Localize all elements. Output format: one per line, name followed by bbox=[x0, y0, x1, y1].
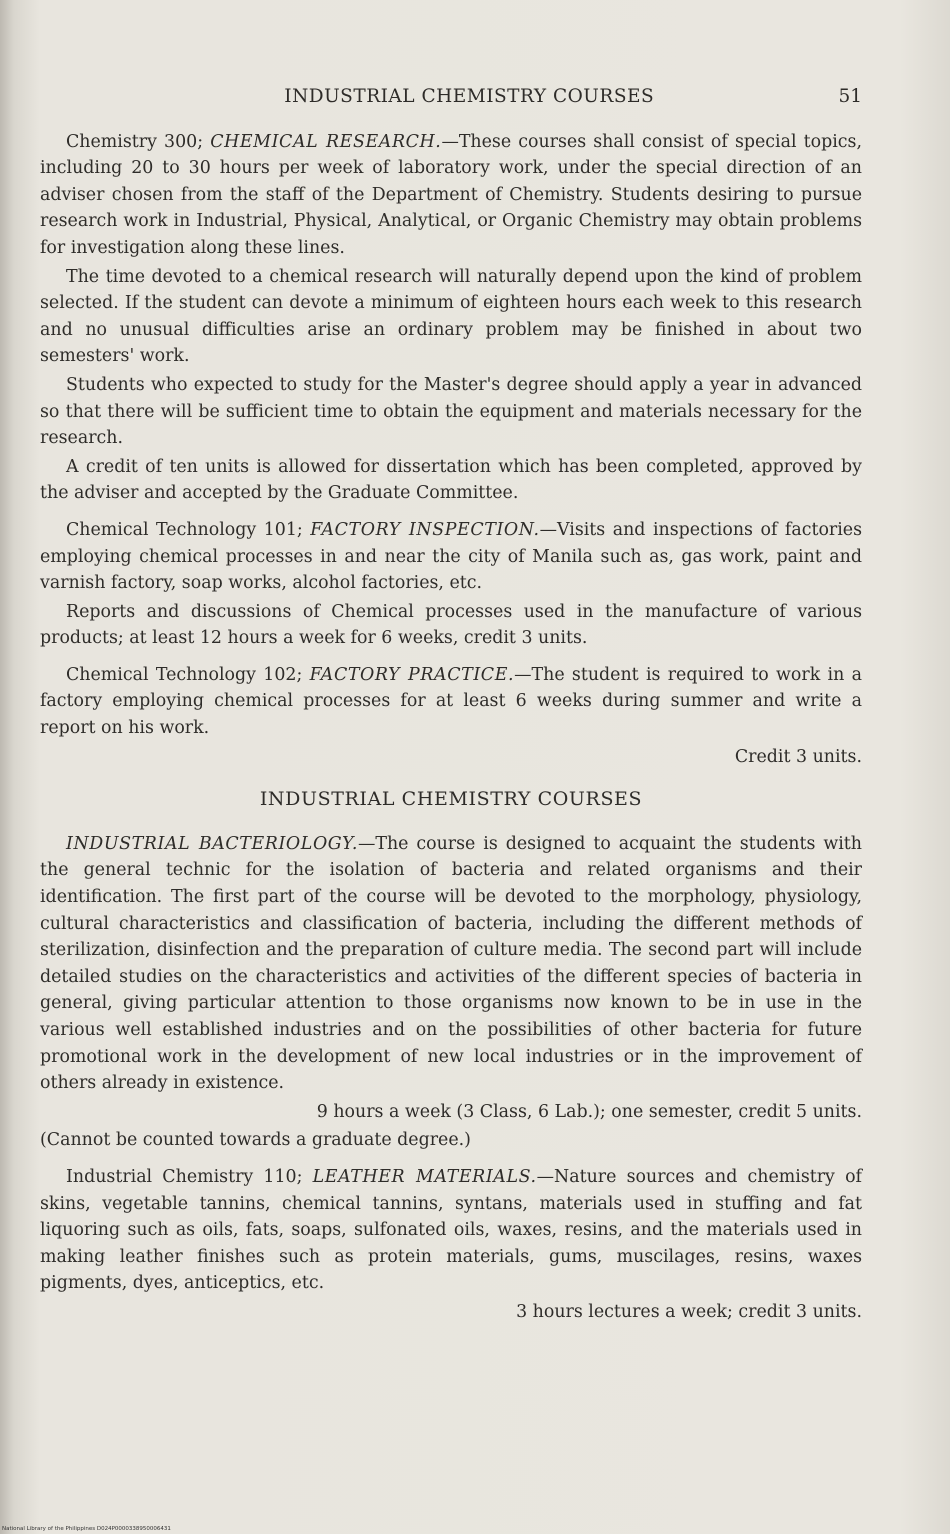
course-description: —Visits and inspections of factories employing chemical processes in and near the city of Manila such as, gas work, paint and varnish factory, soap works, alcohol factories, etc. bbox=[40, 519, 863, 594]
bacteriology-hours: 9 hours a week (3 Class, 6 Lab.); one semester, credit 5 units. bbox=[316, 1101, 862, 1122]
running-title: INDUSTRIAL CHEMISTRY COURSES bbox=[284, 86, 655, 107]
research-paragraph-1 bbox=[40, 129, 862, 262]
research-paragraph-3: Students who expected to study for the Master's degree should apply a year in advanced so that there will be sufficient time to obtain the equipment and materials necessary for the research. bbox=[40, 374, 862, 449]
page-header bbox=[40, 84, 862, 111]
course-number: Chemical Technology 101; bbox=[66, 519, 311, 540]
page-content bbox=[40, 84, 862, 1326]
course-description: —The student is required to work in a factory employing chemical processes for at least 6 weeks during summer and write a report on his work. bbox=[40, 664, 862, 739]
research-paragraph-2: The time devoted to a chemical research will naturally depend upon the kind of problem selected. If the student can devote a minimum of eighteen hours each week to this research and no unusual difficulties arise an ordinary problem may be finished in about two semesters' work. bbox=[40, 266, 862, 367]
ct101-paragraph-2: Reports and discussions of Chemical processes used in the manufacture of various products; at least 12 hours a week for 6 weeks, credit 3 units. bbox=[40, 601, 862, 649]
course-description: —The course is designed to acquaint the students with the general technic for the isolation of bacteria and related organisms and their identification. The first part of the course will be devoted to the morphology, physiology, cultural characteristics and classification of bacteria, including the different methods of sterilization, disinfection and the preparation of culture media. The second part will include detailed studies on the characteristics and activities of the different species of bacteria in general, giving particular attention to those organisms now known to be in use in the various well established industries and on the possibilities of other bacteria for future promotional work in the development of new local industries or in the improvement of others already in existence. bbox=[40, 833, 862, 1094]
ic110-credit: 3 hours lectures a week; credit 3 units. bbox=[516, 1301, 862, 1322]
course-title: FACTORY INSPECTION. bbox=[310, 519, 540, 540]
bacteriology-paragraph bbox=[40, 831, 862, 1097]
course-title: INDUSTRIAL BACTERIOLOGY. bbox=[66, 833, 358, 854]
ct102-credit: Credit 3 units. bbox=[734, 746, 862, 767]
course-title: LEATHER MATERIALS. bbox=[312, 1166, 537, 1187]
ct102-paragraph bbox=[40, 662, 862, 742]
bacteriology-note: (Cannot be counted towards a graduate degree.) bbox=[40, 1130, 471, 1151]
section-heading: INDUSTRIAL CHEMISTRY COURSES bbox=[259, 788, 643, 811]
scan-footer: National Library of the Philippines D024P0000338950006431 bbox=[2, 1526, 171, 1532]
course-description: —These courses shall consist of special topics, including 20 to 30 hours per week of laboratory work, under the special direction of an adviser chosen from the staff of the Department of Chemistry. Students desiring to pursue research work in Industrial, Physical, Analytical, or Organic Chemistry may obtain problems for investigation along these lines. bbox=[40, 131, 862, 258]
research-paragraph-4: A credit of ten units is allowed for dissertation which has been completed, approved by the adviser and accepted by the Graduate Committee. bbox=[40, 456, 862, 504]
course-title: CHEMICAL RESEARCH. bbox=[210, 131, 442, 152]
ct101-paragraph-1 bbox=[40, 517, 862, 597]
page-number: 51 bbox=[838, 86, 862, 107]
ic110-paragraph bbox=[40, 1164, 862, 1297]
course-number: Chemical Technology 102; bbox=[66, 664, 310, 685]
course-number: Chemistry 300; bbox=[66, 131, 211, 152]
course-number: Industrial Chemistry 110; bbox=[66, 1166, 313, 1187]
course-title: FACTORY PRACTICE. bbox=[309, 664, 515, 685]
course-description: —Nature sources and chemistry of skins, vegetable tannins, chemical tannins, syntans, materials used in stuffing and fat liquoring such as oils, fats, soaps, sulfonated oils, waxes, resins, and the materials used in making leather finishes such as protein materials, gums, muscilages, resins, waxes pigments, dyes, anticeptics, etc. bbox=[40, 1166, 862, 1294]
